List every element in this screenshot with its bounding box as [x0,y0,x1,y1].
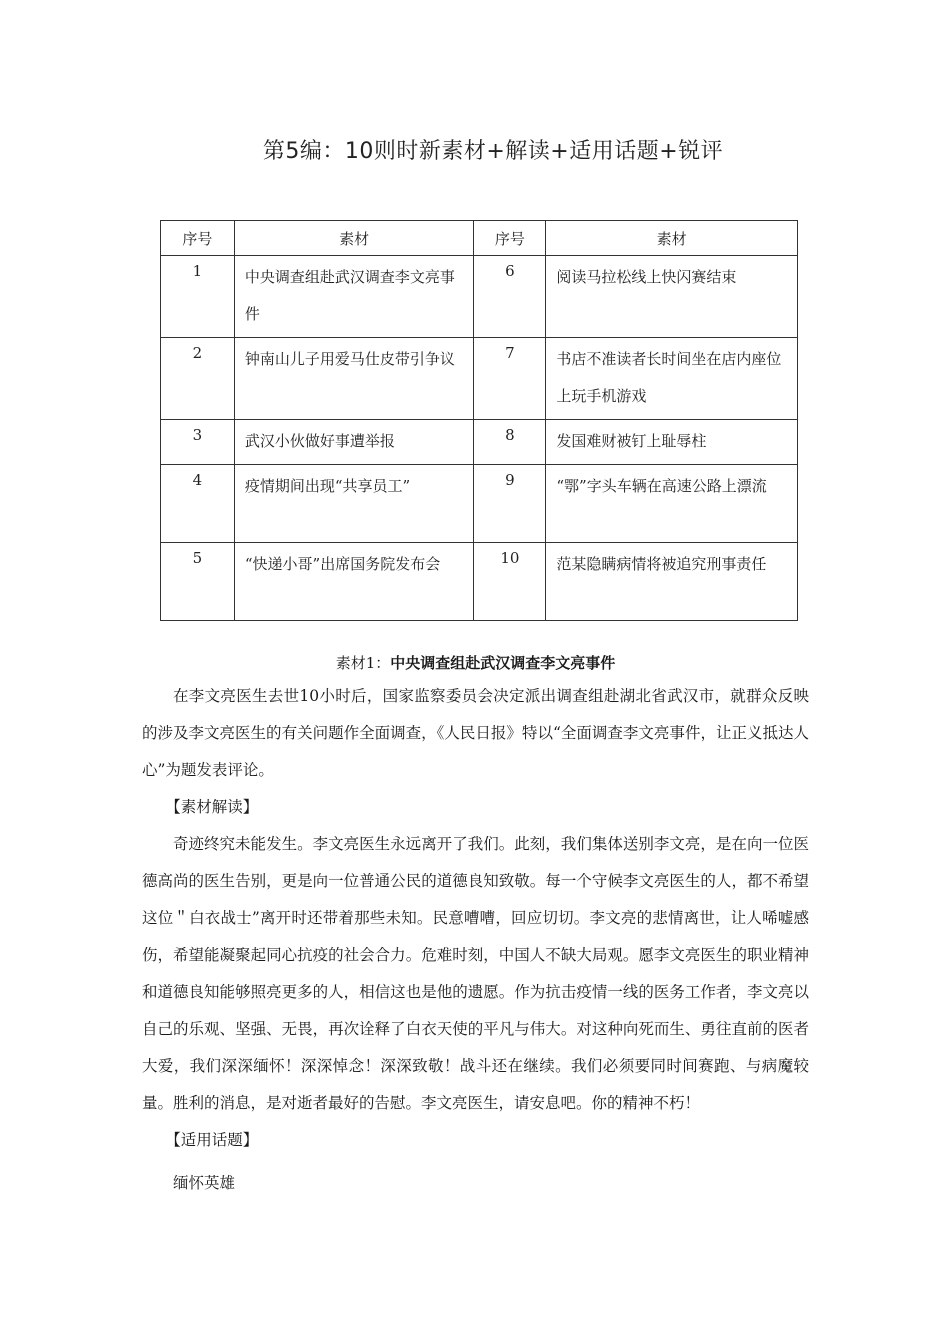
table-row [161,543,798,621]
row-number: 8 [474,420,546,465]
table-row [161,256,798,338]
row-material: 发国难财被钉上耻辱柱 [546,420,798,465]
row-number: 9 [474,465,546,543]
header-index-1: 序号 [161,221,235,256]
row-number: 10 [474,543,546,621]
row-material: “快递小哥”出席国务院发布会 [234,543,474,621]
table-header-row [161,221,798,256]
material-section-1 [142,648,809,1202]
page-title: 第5编：10则时新素材+解读+适用话题+锐评 [262,139,724,164]
interpretation-heading: 【素材解读】 [165,798,259,816]
topic-item: 缅怀英雄 [173,1174,236,1192]
row-material: 范某隐瞒病情将被追究刑事责任 [546,543,798,621]
interpretation-text: 奇迹终究未能发生。李文亮医生永远离开了我们。此刻，我们集体送别李文亮，是在向一位医德高尚的医生告别，更是向一位普通公民的道德良知致敬。每一个守候李文亮医生的人，都不希望这位＂白衣战士”离开时还带着那些未知。民意嘈嘈，回应切切。李文亮的悲情离世，让人唏嘘感伤，希望能凝聚起同心抗疫的社会合力。危难时刻，中国人不缺大局观。愿李文亮医生的职业精神和道德良知能够照亮更多的人，相信这也是他的遗愿。作为抗击疫情一线的医务工作者，李文亮以自己的乐观、坚强、无畏，再次诠释了白衣天使的平凡与伟大。对这种向死而生、勇往直前的医者大爱，我们深深缅怀！深深悼念！深深致敬！战斗还在继续。我们必须要同时间赛跑、与病魔较量。胜利的消息，是对逝者最好的告慰。李文亮医生，请安息吧。你的精神不朽！ [142,835,809,1112]
row-material: 书店不准读者长时间坐在店内座位上玩手机游戏 [546,338,798,420]
materials-table [160,220,798,621]
row-material: 中央调查组赴武汉调查李文亮事件 [234,256,474,338]
row-number: 7 [474,338,546,420]
section-intro: 在李文亮医生去世10小时后，国家监察委员会决定派出调查组赴湖北省武汉市，就群众反映的涉及李文亮医生的有关问题作全面调查，《人民日报》特以“全面调查李文亮事件，让正义抵达人心”为题发表评论。 [142,687,809,779]
section-heading [142,648,809,678]
row-material: 钟南山儿子用爱马仕皮带引争议 [234,338,474,420]
table-row [161,338,798,420]
header-material-1: 素材 [234,221,474,256]
row-material: 武汉小伙做好事遭举报 [234,420,474,465]
section-title: 中央调查组赴武汉调查李文亮事件 [390,654,616,672]
header-index-2: 序号 [474,221,546,256]
section-label: 素材1： [335,654,391,672]
row-material: “鄂”字头车辆在高速公路上漂流 [546,465,798,543]
row-number: 4 [161,465,235,543]
topics-heading: 【适用话题】 [165,1131,259,1149]
table-row [161,420,798,465]
row-number: 1 [161,256,235,338]
row-number: 5 [161,543,235,621]
row-number: 3 [161,420,235,465]
row-number: 2 [161,338,235,420]
table-row [161,465,798,543]
header-material-2: 素材 [546,221,798,256]
row-number: 6 [474,256,546,338]
row-material: 阅读马拉松线上快闪赛结束 [546,256,798,338]
row-material: 疫情期间出现“共享员工” [234,465,474,543]
